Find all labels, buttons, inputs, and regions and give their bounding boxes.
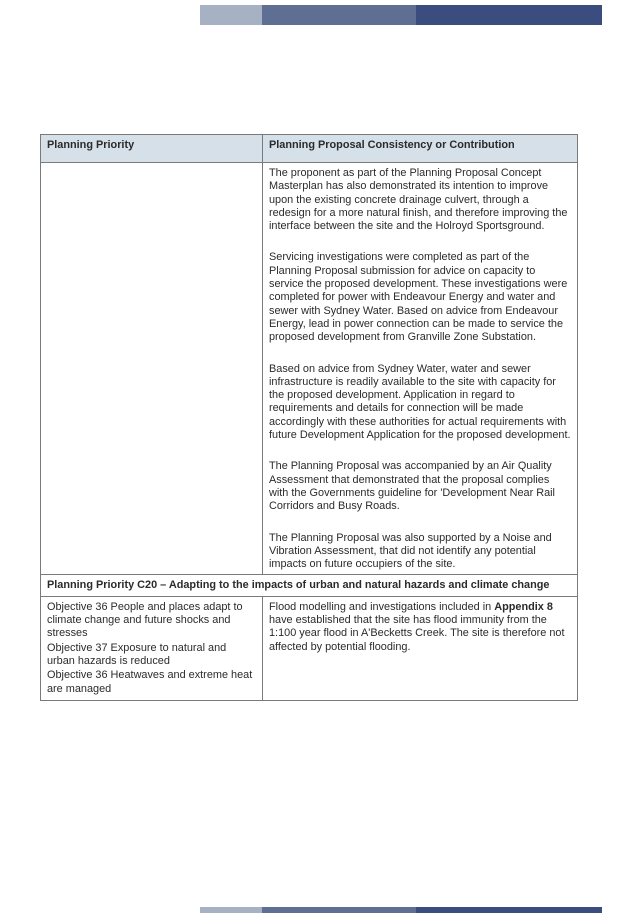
paragraph-flood <box>269 601 571 654</box>
objective-item: Objective 37 Exposure to natural and urban hazards is reduced <box>47 641 227 667</box>
flood-cell <box>263 596 578 700</box>
footer-decorative-bar <box>200 907 602 913</box>
paragraph-sydney-water: Based on advice from Sydney Water, water and sewer infrastructure is readily available to the site with capacity for the proposed development. Application in regard to requirements and details for connection will be made accordingly with these authorities for actual requirements with future Development Application for the proposed development. <box>269 362 571 442</box>
table-row <box>41 163 578 575</box>
planning-priority-table <box>40 134 578 701</box>
priority-band-row <box>41 575 578 596</box>
flood-text-before: Flood modelling and investigations included in <box>269 600 495 613</box>
empty-priority-cell <box>41 163 263 575</box>
table-header-row <box>41 135 578 163</box>
objective-item: Objective 36 People and places adapt to climate change and future shocks and stresses <box>47 600 243 640</box>
header-decorative-bar <box>200 5 602 25</box>
paragraph-noise-vibration: The Planning Proposal was also supported by a Noise and Vibration Assessment, that did not identify any potential impacts on future occupiers of the site. <box>269 531 552 571</box>
flood-text-after: have established that the site has flood immunity from the 1:100 year flood in A'Becketts Creek. The site is therefore not affected by potential flooding. <box>269 614 565 653</box>
paragraph-air-quality: The Planning Proposal was accompanied by an Air Quality Assessment that demonstrated that the proposal complies with the Governments guideline for 'Development Near Rail Corridors and Busy Roads. <box>269 460 555 513</box>
column-header-consistency: Planning Proposal Consistency or Contribution <box>263 135 578 163</box>
objectives-cell <box>41 596 263 700</box>
paragraph-drainage-culvert: The proponent as part of the Planning Proposal Concept Masterplan has also demonstrated its intention to improve upon the existing concrete drainage culvert, through a redesign for a more natural finish, and therefore improving the interface between the site and the Holroyd Sportsground. <box>269 167 568 233</box>
table-row <box>41 596 578 700</box>
appendix-reference: Appendix 8 <box>494 600 553 613</box>
paragraph-servicing-investigations: Servicing investigations were completed as part of the Planning Proposal submission for advice on capacity to service the proposed development. These investigations were completed for power with Endeavour Energy and water and sewer with Sydney Water. Based on advice from Endeavour Energy, lead in power connection can be made to service the proposed development from Granville Zone Substation. <box>269 251 568 344</box>
consistency-cell <box>263 163 578 575</box>
objective-item: Objective 36 Heatwaves and extreme heat are managed <box>47 669 253 695</box>
priority-band-heading: Planning Priority C20 – Adapting to the impacts of urban and natural hazards and climate change <box>41 575 578 596</box>
column-header-planning-priority: Planning Priority <box>41 135 263 163</box>
